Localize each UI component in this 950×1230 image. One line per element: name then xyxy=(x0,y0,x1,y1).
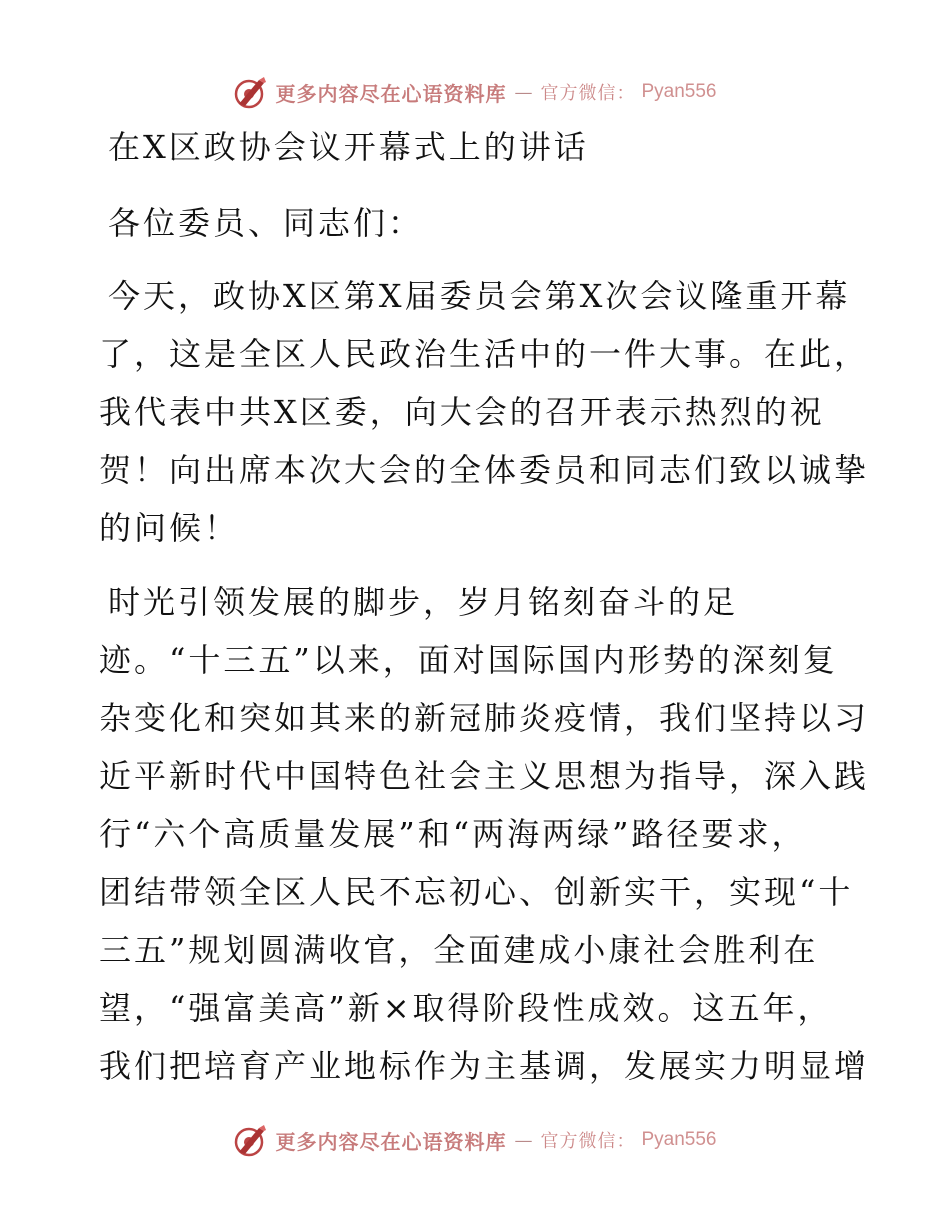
watermark-text: 更多内容尽在心语资料库 xyxy=(275,1129,507,1154)
salutation: 各位委员、同志们： xyxy=(108,204,424,242)
document-title: 在X区政协会议开幕式上的讲话 xyxy=(108,128,589,166)
brand-logo-icon xyxy=(233,1122,269,1158)
paragraph-line: 今天，政协X区第X届委员会第X次会议隆重开幕 xyxy=(108,277,851,315)
paragraph-line: 的问候！ xyxy=(99,509,240,547)
watermark-dash: — xyxy=(514,81,533,103)
paragraph-line: 望，“强富美高”新×取得阶段性成效。这五年， xyxy=(99,989,833,1027)
paragraph-line: 迹。“十三五”以来，面对国际国内形势的深刻复 xyxy=(99,641,838,679)
paragraph-line: 贺！向出席本次大会的全体委员和同志们致以诚挚 xyxy=(99,451,870,489)
paragraph-line: 行“六个高质量发展”和“两海两绿”路径要求， xyxy=(99,815,807,853)
paragraph-line: 我们把培育产业地标作为主基调，发展实力明显增 xyxy=(99,1047,870,1085)
paragraph-line: 了，这是全区人民政治生活中的一件大事。在此， xyxy=(99,335,870,373)
watermark-dash: — xyxy=(514,1129,533,1151)
watermark-text: 更多内容尽在心语资料库 xyxy=(275,81,507,106)
paragraph-line: 我代表中共X区委，向大会的召开表示热烈的祝 xyxy=(99,393,825,431)
watermark-id: Pyan556 xyxy=(641,81,717,102)
watermark-label: 官方微信： xyxy=(540,1131,636,1152)
watermark-footer xyxy=(0,1120,950,1160)
paragraph-line: 三五”规划圆满收官，全面建成小康社会胜利在 xyxy=(99,931,819,969)
watermark-header xyxy=(0,72,950,112)
paragraph-line: 近平新时代中国特色社会主义思想为指导，深入践 xyxy=(99,757,870,795)
paragraph-line: 时光引领发展的脚步，岁月铭刻奋斗的足 xyxy=(108,583,739,621)
watermark-label: 官方微信： xyxy=(540,83,636,104)
brand-logo-icon xyxy=(233,74,269,110)
watermark-id: Pyan556 xyxy=(641,1129,717,1150)
paragraph-line: 杂变化和突如其来的新冠肺炎疫情，我们坚持以习 xyxy=(99,699,870,737)
paragraph-line: 团结带领全区人民不忘初心、创新实干，实现“十 xyxy=(99,873,854,911)
